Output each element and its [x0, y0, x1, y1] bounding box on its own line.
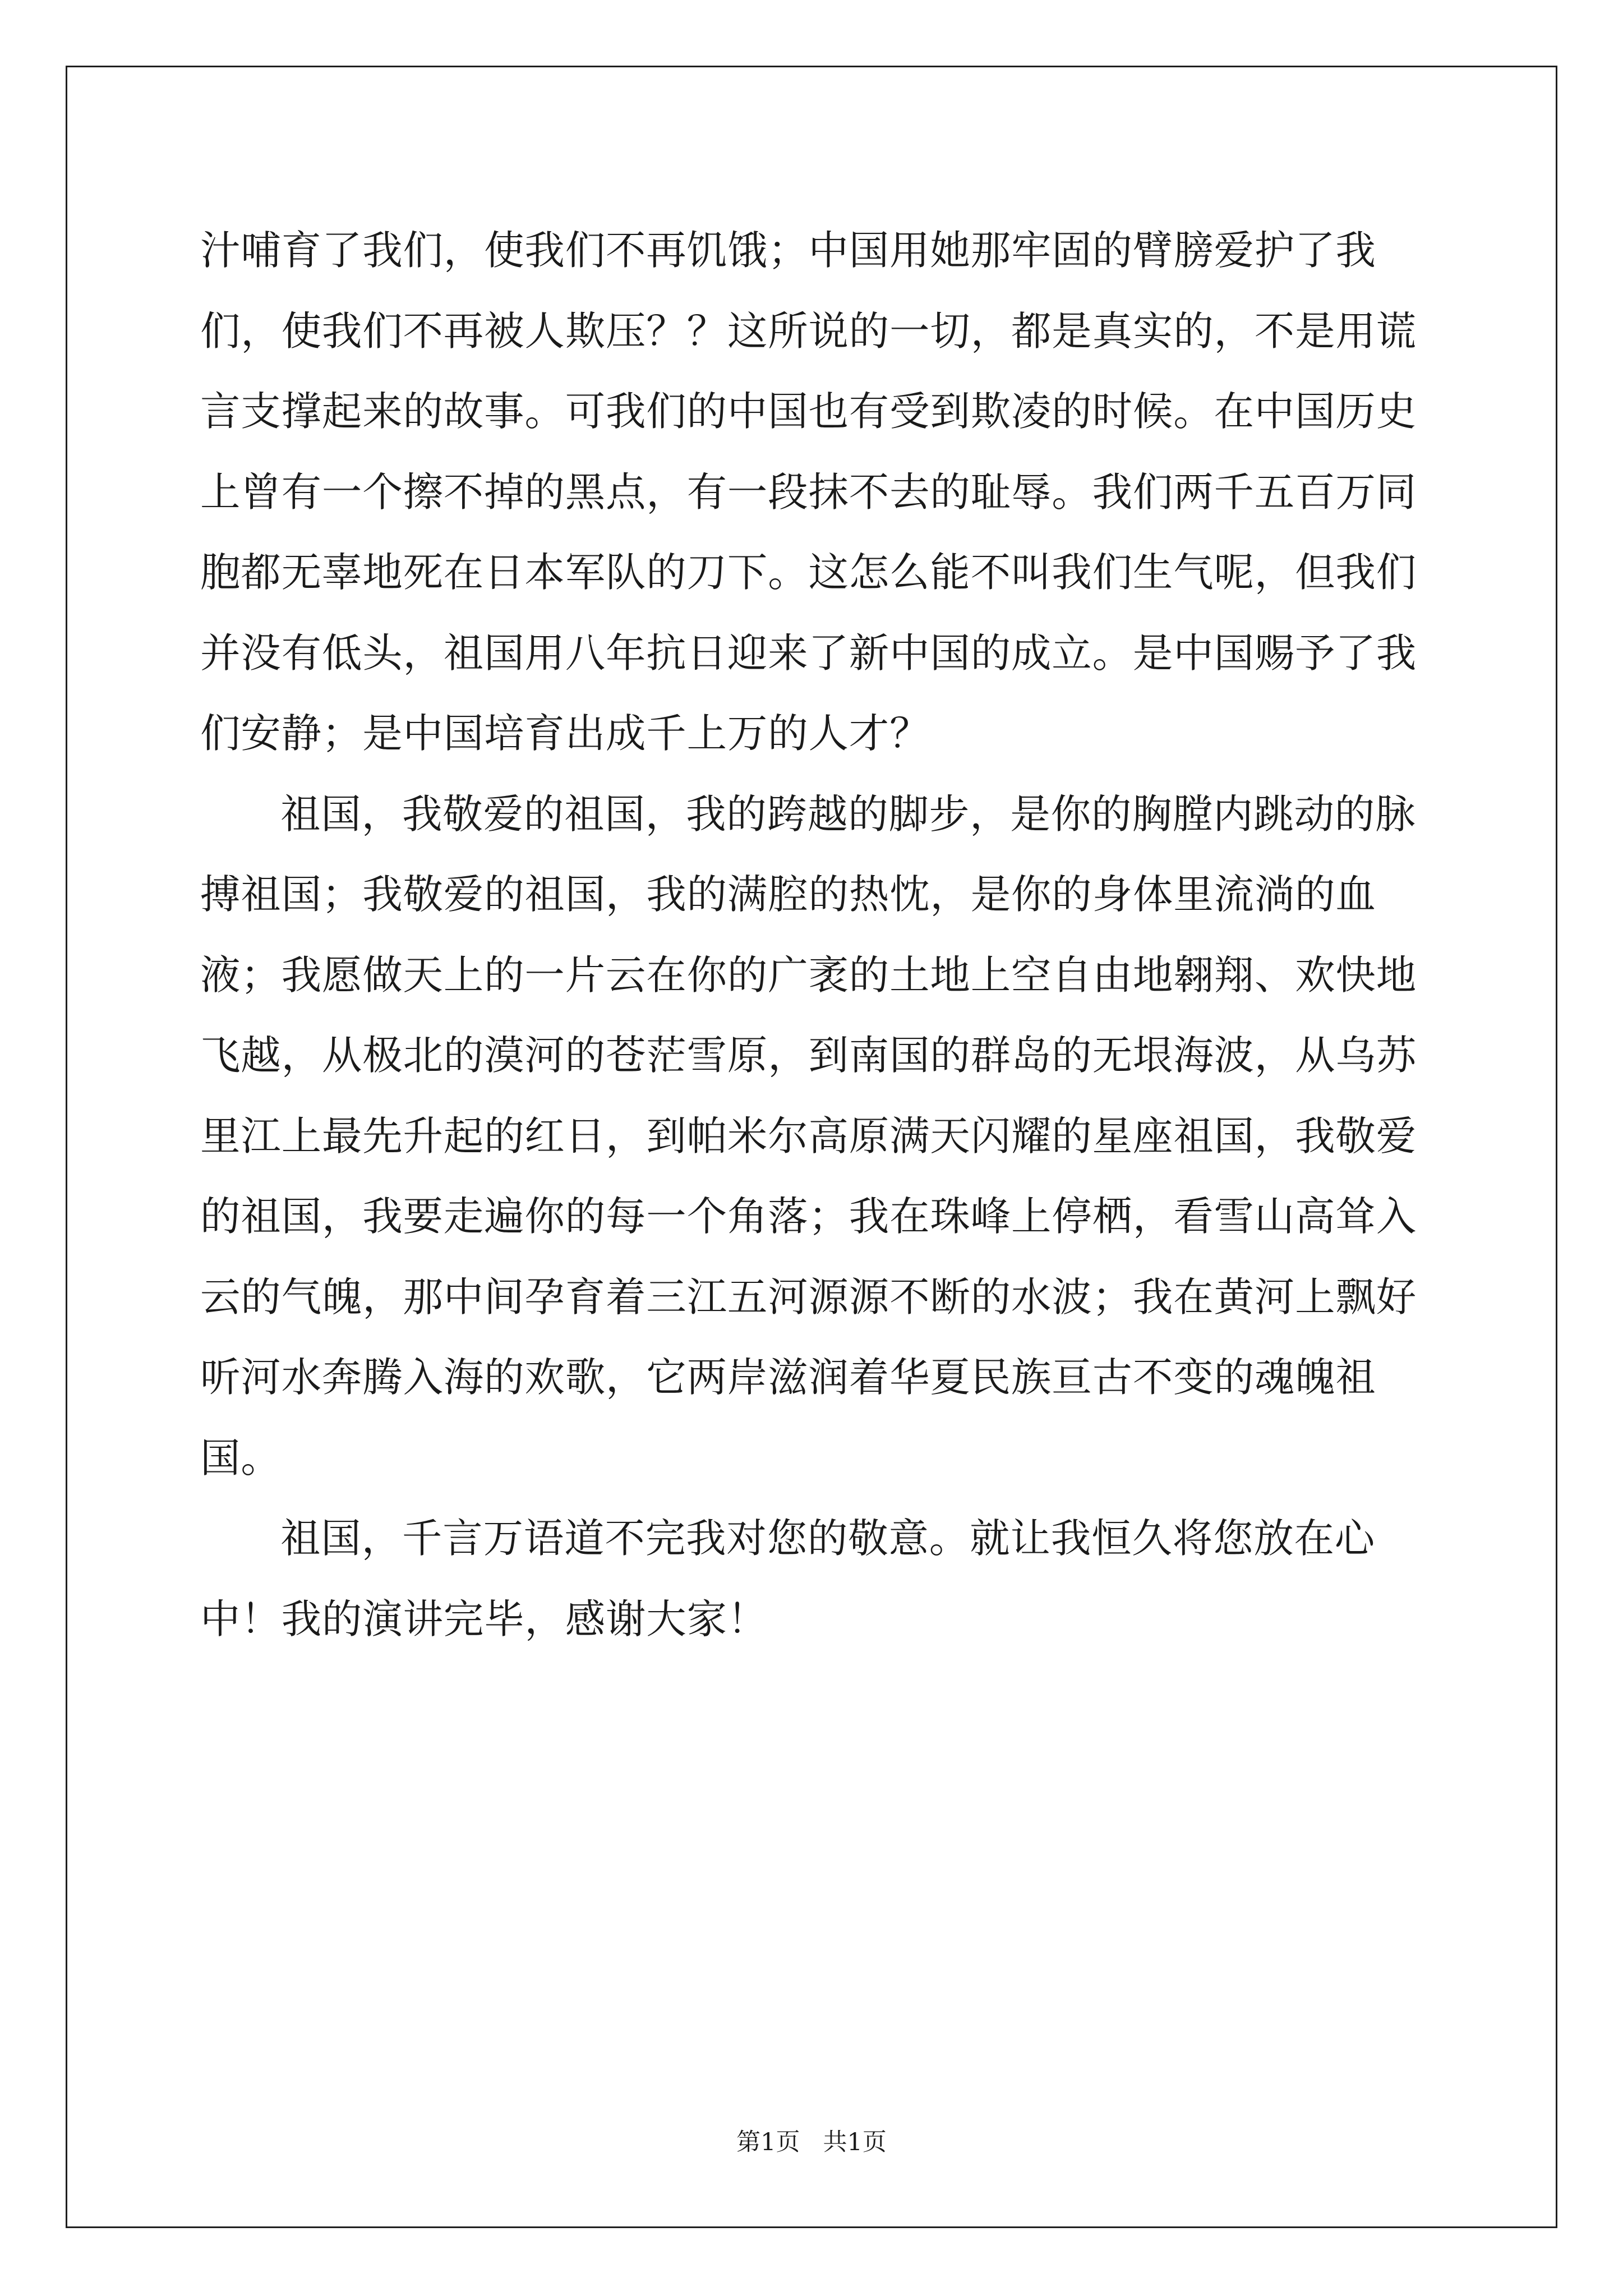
document-body — [200, 210, 1440, 1659]
page-number-footer: 第1页 共1页 — [736, 2128, 887, 2156]
paragraph-1: 汁哺育了我们，使我们不再饥饿；中国用她那牢固的臂膀爱护了我们，使我们不再被人欺压？？这所说的一切，都是真实的，不是用谎言支撑起来的故事。可我们的中国也有受到欺凌的时候。在中国历史上曾有一个擦不掉的黑点，有一段抹不去的耻辱。我们两千五百万同胞都无辜地死在日本军队的刀下。这怎么能不叫我们生气呢，但我们并没有低头，祖国用八年抗日迎来了新中国的成立。是中国赐予了我们安静；是中国培育出成千上万的人才？ — [200, 227, 1417, 757]
paragraph-3: 祖国，千言万语道不完我对您的敬意。就让我恒久将您放在心中！我的演讲完毕，感谢大家！ — [200, 1515, 1376, 1642]
paragraph-2: 祖国，我敬爱的祖国，我的跨越的脚步，是你的胸膛内跳动的脉搏祖国；我敬爱的祖国，我的满腔的热忱，是你的身体里流淌的血液；我愿做天上的一片云在你的广袤的土地上空自由地翱翔、欢快地飞越，从极北的漠河的苍茫雪原，到南国的群岛的无垠海波，从乌苏里江上最先升起的红日，到帕米尔高原满天闪耀的星座祖国，我敬爱的祖国，我要走遍你的每一个角落；我在珠峰上停栖，看雪山高耸入云的气魄，那中间孕育着三江五河源源不断的水波；我在黄河上飘好听河水奔腾入海的欢歌，它两岸滋润着华夏民族亘古不变的魂魄祖国。 — [200, 790, 1417, 1481]
